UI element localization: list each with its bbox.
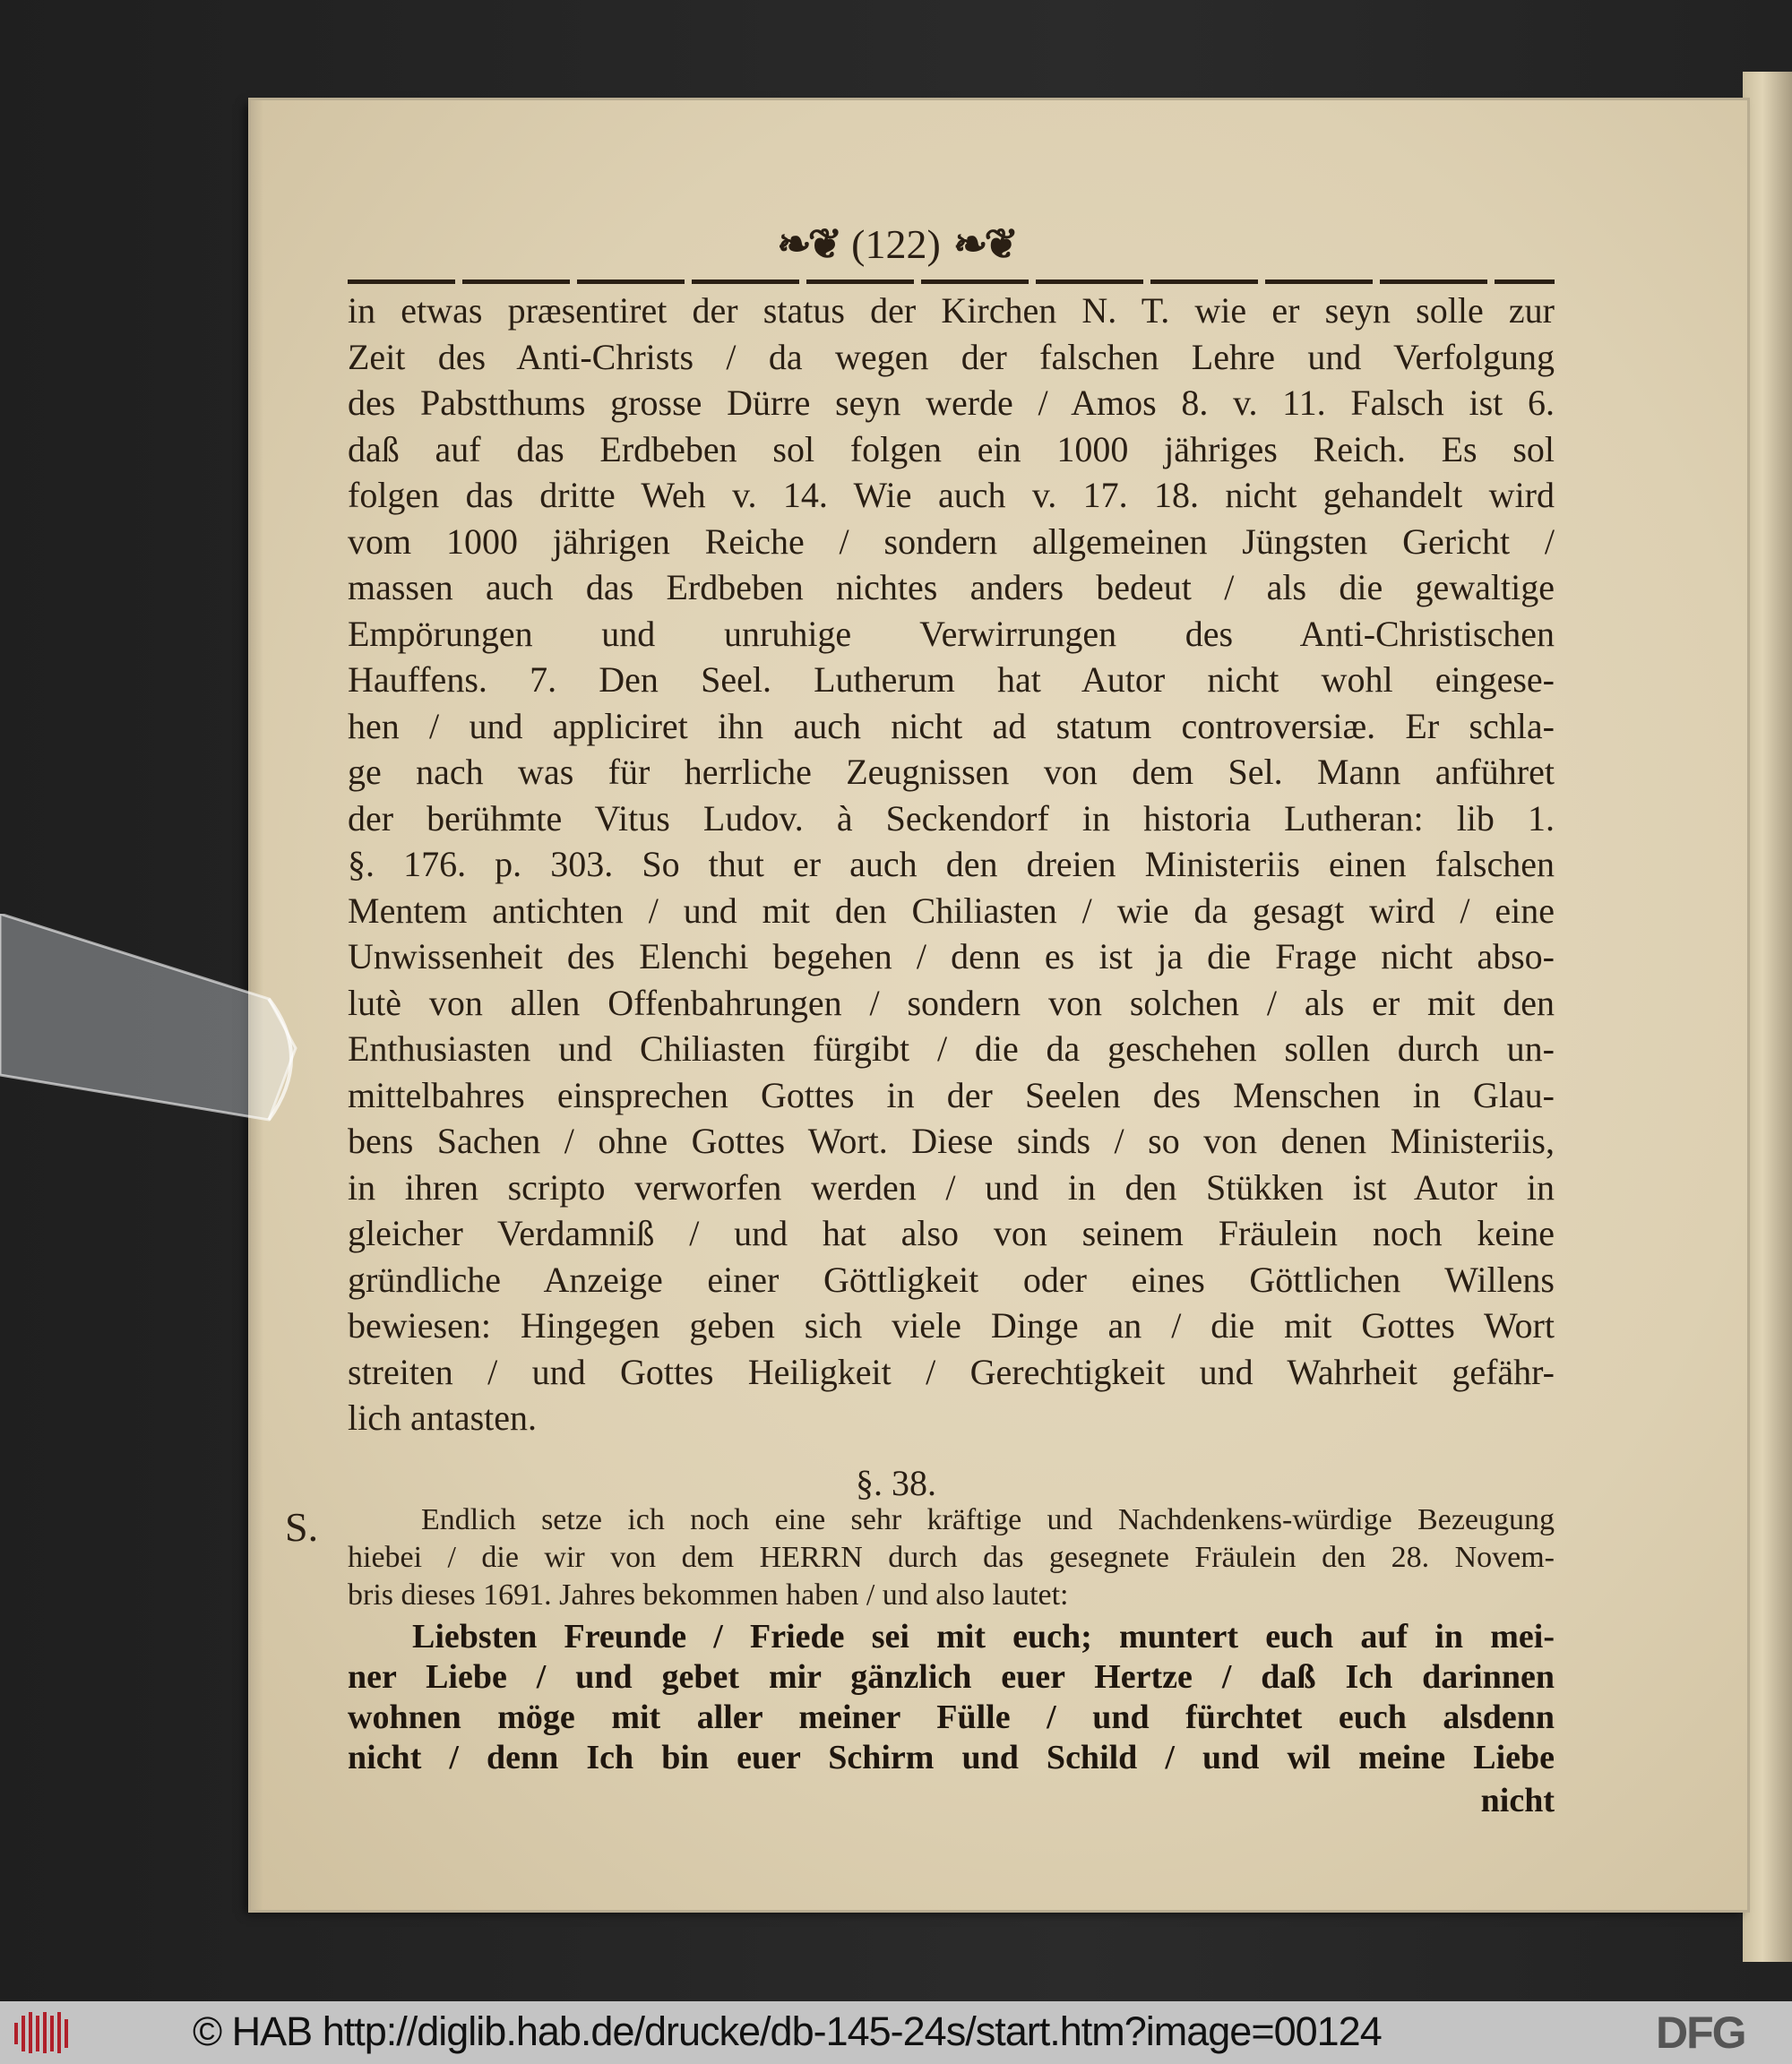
text-line: massen auch das Erdbeben nichtes anders bedeut / als die gewaltige [348,567,1555,607]
text-line: folgen das dritte Weh v. 14. Wie auch v. 17. 18. nicht gehandelt wird [348,475,1555,515]
copyright-link[interactable]: © HAB http://diglib.hab.de/drucke/db-145-24s/start.htm?image=00124 [193,2008,1382,2054]
dfg-logo: DFG [1656,2008,1745,2058]
text-line: wohnen möge mit aller meiner Fülle / und fürchtet euch alsdenn [348,1698,1555,1736]
text-line: hen / und appliciret ihn auch nicht ad statum controversiæ. Er schla- [348,705,1555,746]
text-line: der berühmte Vitus Ludov. à Seckendorf in historia Lutheran: lib 1. [348,797,1555,838]
catchword: nicht [1480,1782,1555,1819]
text-line: nicht / denn Ich bin euer Schirm und Schild / und wil meine Liebe [348,1739,1555,1776]
text-line: in etwas præsentiret der status der Kirchen N. T. wie er seyn solle zur [348,290,1555,331]
text-line: des Pabstthums grosse Dürre seyn werde / Amos 8. v. 11. Falsch ist 6. [348,383,1555,423]
text-line: vom 1000 jährigen Reiche / sondern allgemeinen Jüngsten Gericht / [348,520,1555,562]
text-line: Endlich setze ich noch eine sehr kräftige und Nachdenkens-würdige Bezeugung [421,1503,1555,1536]
running-header [0,219,1792,268]
ornament-right-icon: ❧❦ [952,221,1015,267]
text-line: Unwissenheit des Elenchi begehen / denn es ist ja die Frage nicht abso- [348,936,1555,976]
text-line: in ihren scripto verworfen werden / und in den Stükken ist Autor in [348,1166,1555,1208]
text-line: mittelbahres einsprechen Gottes in der Seelen des Menschen in Glau- [348,1074,1555,1115]
marginal-signature: S. [285,1504,319,1550]
text-line: Zeit des Anti-Christs / da wegen der falschen Lehre und Verfolgung [348,336,1555,377]
page-number: (122) [851,221,941,267]
page-holder-clip [0,914,323,1147]
text-line: Liebsten Freunde / Friede sei mit euch; muntert euch auf in mei- [412,1618,1555,1656]
ornament-left-icon: ❧❦ [777,221,840,267]
text-line: bewiesen: Hingegen geben sich viele Dinge an / die mit Gottes Wort [348,1305,1555,1346]
text-line: bens Sachen / ohne Gottes Wort. Diese sinds / so von denen Ministeriis, [348,1121,1555,1161]
text-line: Empörungen und unruhige Verwirrungen des Anti-Christischen [348,613,1555,654]
text-line: gründliche Anzeige einer Göttligkeit oder eines Göttlichen Willens [348,1259,1555,1300]
text-line: §. 176. p. 303. So thut er auch den dreien Ministeriis einen falschen [348,844,1555,884]
next-page-edge [1743,72,1792,1962]
text-line: Mentem antichten / und mit den Chiliasten / wie da gesagt wird / eine [348,890,1555,931]
section-heading: §. 38. [856,1463,936,1503]
text-line: lutè von allen Offenbahrungen / sondern von solchen / als er mit den [348,982,1555,1023]
text-line: lich antasten. [348,1398,538,1438]
text-line: Hauffens. 7. Den Seel. Lutherum hat Autor nicht wohl eingese- [348,659,1555,700]
footer-bar [0,2001,1792,2064]
text-line: ner Liebe / und gebet mir gänzlich euer Hertze / daß Ich darinnen [348,1658,1555,1696]
text-line: gleicher Verdamniß / und hat also von seinem Fräulein noch keine [348,1213,1555,1253]
text-line: daß auf das Erdbeben sol folgen ein 1000 jähriges Reich. Es sol [348,428,1555,469]
text-line: Enthusiasten und Chiliasten fürgibt / die da geschehen sollen durch un- [348,1028,1555,1069]
text-line: hiebei / die wir von dem HERRN durch das gesegnete Fräulein den 28. Novem- [348,1541,1555,1574]
text-line: ge nach was für herrliche Zeugnissen von dem Sel. Mann anführet [348,752,1555,792]
text-line: bris dieses 1691. Jahres bekommen haben / und also lautet: [348,1578,1069,1612]
header-rule [348,280,1555,284]
text-line: streiten / und Gottes Heiligkeit / Gerechtigkeit und Wahrheit gefähr- [348,1351,1555,1392]
hab-logo-icon [13,2010,75,2055]
